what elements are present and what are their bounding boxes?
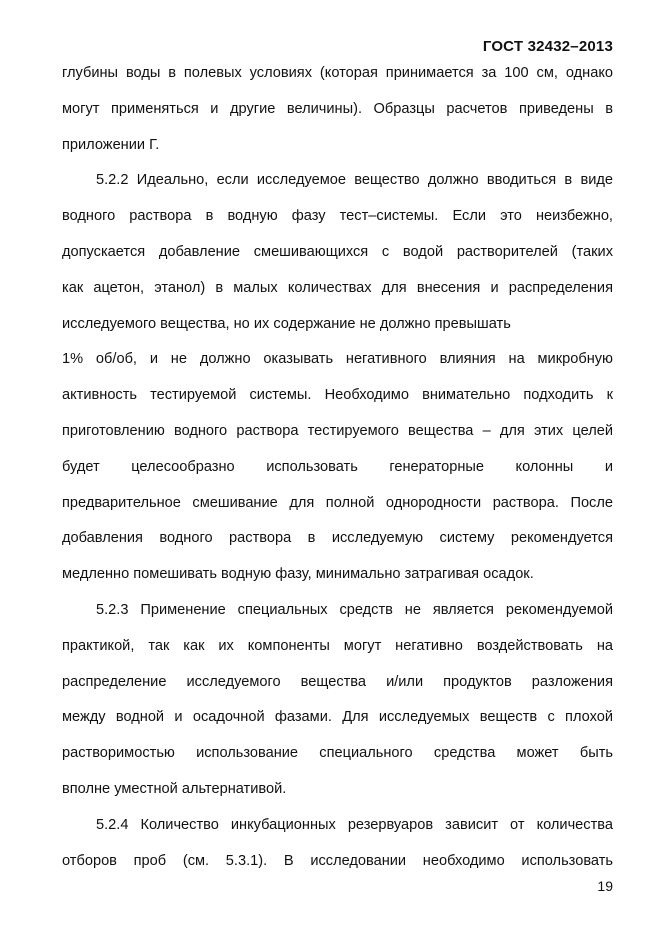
text-line: исследуемого вещества, но их содержание не должно превышать: [62, 315, 511, 332]
text-line: допускается добавление смешивающихся с водой растворителей (таких: [62, 243, 613, 260]
text-line: отборов проб (см. 5.3.1). В исследовании необходимо использовать: [62, 852, 613, 869]
text-line: практикой, так как их компоненты могут негативно воздействовать на: [62, 637, 613, 654]
text-line: растворимостью использование специального средства может быть: [62, 745, 613, 762]
text-line: распределение исследуемого вещества и/или продуктов разложения: [62, 673, 613, 690]
text-line: приложении Г.: [62, 136, 160, 153]
document-body: [62, 63, 613, 886]
text-line: между водной и осадочной фазами. Для исследуемых веществ с плохой: [62, 709, 613, 726]
text-line: будет целесообразно использовать генераторные колонны и: [62, 458, 613, 475]
text-line: приготовлению водного раствора тестируемого вещества – для этих целей: [62, 422, 613, 439]
document-code-header: ГОСТ 32432–2013: [482, 38, 613, 55]
text-line: 1% об/об, и не должно оказывать негативного влияния на микробную: [62, 351, 613, 368]
text-line: 5.2.3 Применение специальных средств не является рекомендуемой: [96, 601, 613, 618]
text-line: водного раствора в водную фазу тест–системы. Если это неизбежно,: [62, 208, 613, 225]
text-line: могут применяться и другие величины). Образцы расчетов приведены в: [62, 100, 613, 117]
text-line: 5.2.2 Идеально, если исследуемое вещество должно вводиться в виде: [96, 172, 613, 189]
text-line: глубины воды в полевых условиях (которая принимается за 100 см, однако: [62, 65, 613, 81]
text-line: 5.2.4 Количество инкубационных резервуаров зависит от количества: [96, 816, 613, 833]
text-line: предварительное смешивание для полной однородности раствора. После: [62, 494, 613, 511]
text-line: медленно помешивать водную фазу, минимально затрагивая осадок.: [62, 566, 534, 583]
page-number: 19: [597, 878, 613, 894]
text-line: добавления водного раствора в исследуемую систему рекомендуется: [62, 530, 613, 547]
text-line: активность тестируемой системы. Необходимо внимательно подходить к: [62, 387, 613, 404]
text-line: вполне уместной альтернативой.: [62, 780, 287, 797]
text-line: как ацетон, этанол) в малых количествах для внесения и распределения: [62, 279, 613, 296]
